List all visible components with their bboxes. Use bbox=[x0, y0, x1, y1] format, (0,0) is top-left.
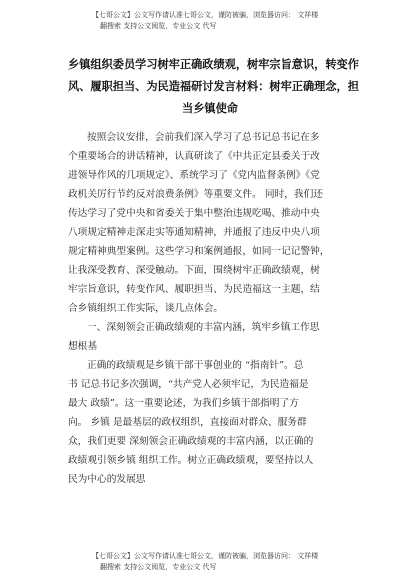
text-line: 一、深刻领会正确政绩观的丰富内涵，筑牢乡镇工作思 bbox=[87, 322, 320, 333]
watermark-line: 翻搜索 支持公文阅览，专业公文 代写 bbox=[100, 22, 217, 30]
text-line: 政绩观引领乡镇 组织工作。树立正确政绩观，要坚持以人 bbox=[68, 455, 314, 466]
paragraph-intro bbox=[68, 128, 352, 318]
text-line: 牢宗旨意识，转变作风、履职担当、为民造福这一主题，结 bbox=[68, 284, 320, 295]
text-line: 正确的政绩观是乡镇干部干事创业的 “指南针”。总 bbox=[87, 360, 304, 371]
text-line: 民为中心的发展思 bbox=[68, 474, 146, 485]
text-line: 个重要场合的讲话精神，认真研读了《中共正定县委关于改 bbox=[68, 151, 320, 162]
paragraph-section-1 bbox=[68, 356, 352, 489]
text-line: 让我深受教育、深受触动。下面，围绕树牢正确政绩观，树 bbox=[68, 265, 320, 276]
section-heading bbox=[68, 318, 352, 356]
text-line: 合乡镇组织工作实际，谈几点体会。 bbox=[68, 303, 223, 314]
text-line: 政机关厉行节约反对浪费条例》等重要文件。 同时，我们还 bbox=[68, 189, 323, 200]
text-line: 进领导作风的几项规定》、系统学习了《党内监督条例》《党 bbox=[68, 170, 320, 181]
document-body bbox=[68, 128, 352, 489]
footer-watermark bbox=[92, 551, 392, 573]
text-line: 书 记总书记多次强调，“共产党人必须牢记，为民造福是 bbox=[68, 379, 309, 390]
text-line: 向。 乡镇 是最基层的政权组织，直接面对群众、服务群 bbox=[68, 417, 307, 428]
text-line: 八项规定精神走深走实等通知精神，并通报了违反中央八项 bbox=[68, 227, 320, 238]
header-watermark bbox=[92, 10, 392, 32]
title-line: 风、履职担当、为民造福研讨发言材料：树牢正确理念，担 bbox=[68, 80, 359, 93]
watermark-line: 【七哥公文】公文写作请认准七哥公文，谨防被骗，浏览器访问： 文祥楼 bbox=[92, 552, 319, 560]
watermark-line: 翻搜索 支持公文阅览，专业公文 代写 bbox=[100, 563, 217, 571]
document-title bbox=[68, 54, 359, 120]
text-line: 最大 政绩”。这一重要论述，为我们乡镇干部指明了方 bbox=[68, 398, 299, 409]
text-line: 想根基 bbox=[68, 341, 98, 352]
text-line: 规定精神典型案例。这些学习和案例通报，如同一记记警钟， bbox=[68, 246, 330, 257]
watermark-line: 【七哥公文】公文写作请认准七哥公文，谨防被骗，浏览器访问： 文祥楼 bbox=[92, 11, 319, 19]
text-line: 传达学习了党中央和省委关于集中整治违规吃喝、推动中央 bbox=[68, 208, 320, 219]
text-line: 众，我们更要 深刻领会正确政绩观的丰富内涵，以正确的 bbox=[68, 436, 314, 447]
text-line: 按照会议安排，会前我们深入学习了总书记总书记在多 bbox=[87, 132, 320, 143]
title-line: 当乡镇使命 bbox=[182, 102, 238, 115]
title-line: 乡镇组织委员学习树牢正确政绩观，树牢宗旨意识，转变作 bbox=[68, 58, 359, 71]
